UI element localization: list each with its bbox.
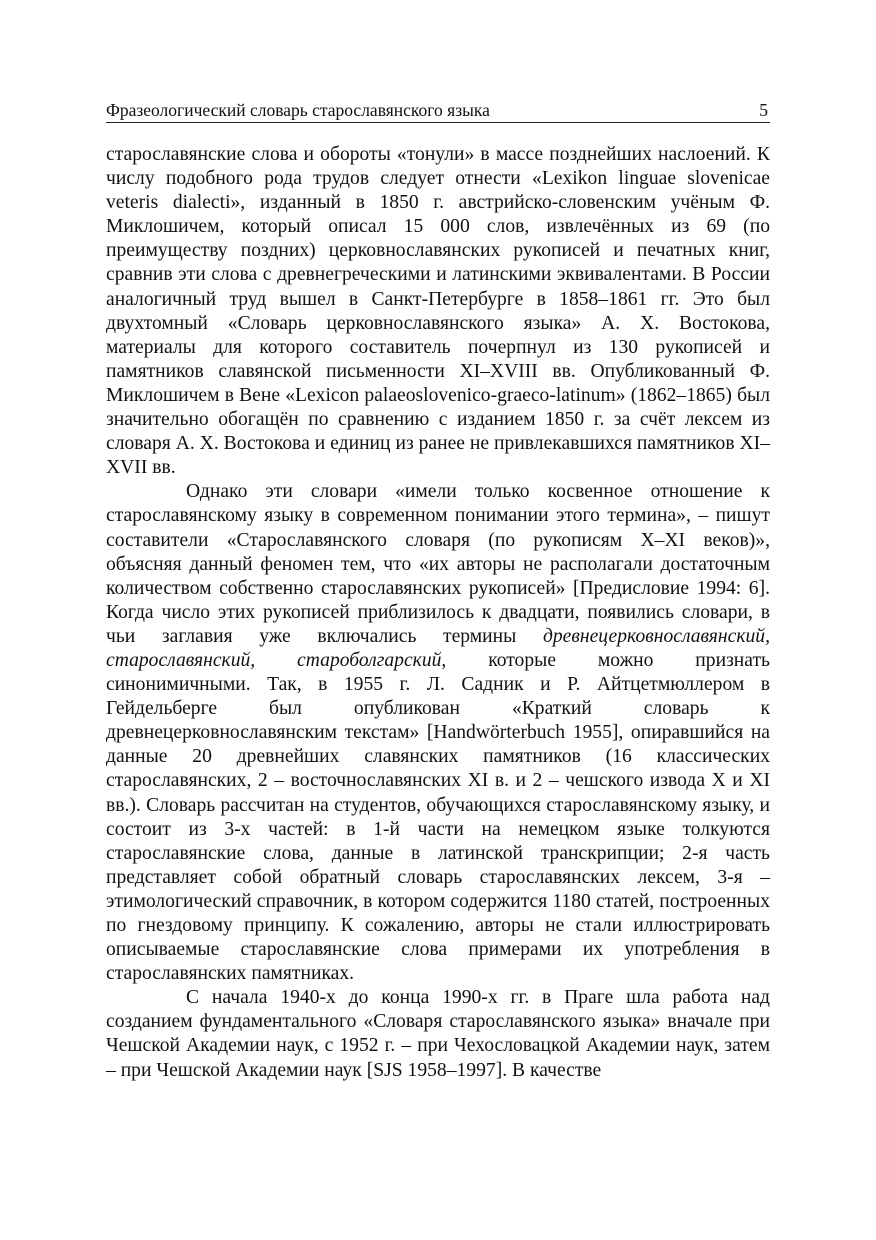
running-title: Фразеологический словарь старославянского языка [106,100,490,120]
running-header [106,98,770,123]
paragraph-1: старославянские слова и обороты «тонули» в массе позднейших наслоений. К числу подобного рода трудов следует отнести «Lexikon linguae slovenicae veteris dialecti», изданный в 1850 г. австрийско-словенским учёным Ф. Миклошичем, который описал 15 000 слов, извлечённых из 69 (по преимуществу поздних) церковнославянских рукописей и печатных книг, сравнив эти слова с древнегреческими и латинскими эквивалентами. В России аналогичный труд вышел в Санкт-Петербурге в 1858–1861 гг. Это был двухтомный «Словарь церковнославянского языка» А. Х. Востокова, материалы для которого составитель почерпнул из 130 рукописей и памятников славянской письменности XI–XVIII вв. Опубликованный Ф. Миклошичем в Вене «Lexicon palaeoslovenico-graeco-latinum» (1862–1865) был значительно обогащён по сравнению с изданием 1850 г. за счёт лексем из словаря А. Х. Востокова и единиц из ранее не привлекавшихся памятников XI–XVII вв. [106,144,770,479]
italic-term-old-church-slavonic: древнецерковнославянский, [542,625,770,647]
book-page [106,98,770,1083]
paragraph-2 [106,480,770,986]
paragraph-3: С начала 1940-х до конца 1990-х гг. в Праге шла работа над созданием фундаментального «Словаря старославянского языка» вначале при Чешской Академии наук, с 1952 г. – при Чехословацкой Академии наук, затем – при Чешской Академии наук [SJS 1958–1997]. В качестве [106,987,770,1081]
page-number: 5 [759,100,768,120]
italic-term-old-slavonic-old-bulgarian: старославянский, староболгарский [106,649,442,671]
body-text [106,143,770,1083]
paragraph-2-text-b: , которые можно признать синонимичными. Так, в 1955 г. Л. Садник и Р. Айтцетмюллером в Гейдельберге был опубликован «Краткий словарь к древнецерковнославянским текстам» [Handwörterbuch 1955], опиравшийся на данные 20 древнейших славянских памятников (16 классических старославянских, 2 – восточнославянских XI в. и 2 – чешского извода X и XI вв.). Словарь рассчитан на студентов, обучающихся старославянскому языку, и состоит из 3-х частей: в 1-й части на немецком языке толкуются старославянские слова, данные в латинской транскрипции; 2-я часть представляет собой обратный словарь старославянских лексем, 3-я – этимологический справочник, в котором содержится 1180 статей, построенных по гнездовому принципу. К сожалению, авторы не стали иллюстрировать описываемые старославянские слова примерами их употребления в старославянских памятниках. [106,649,770,985]
paragraph-2-text-a: Однако эти словари «имели только косвенное отношение к старославянскому языку в современном понимании этого термина», – пишут составители «Старославянского словаря (по рукописям X–XI веков)», объясняя данный феномен тем, что «их авторы не располагали достаточным количеством собственно старославянских рукописей» [Предисловие 1994: 6]. Когда число этих рукописей приблизилось к двадцати, появились словари, в чьи заглавия уже включались термины [106,481,770,647]
